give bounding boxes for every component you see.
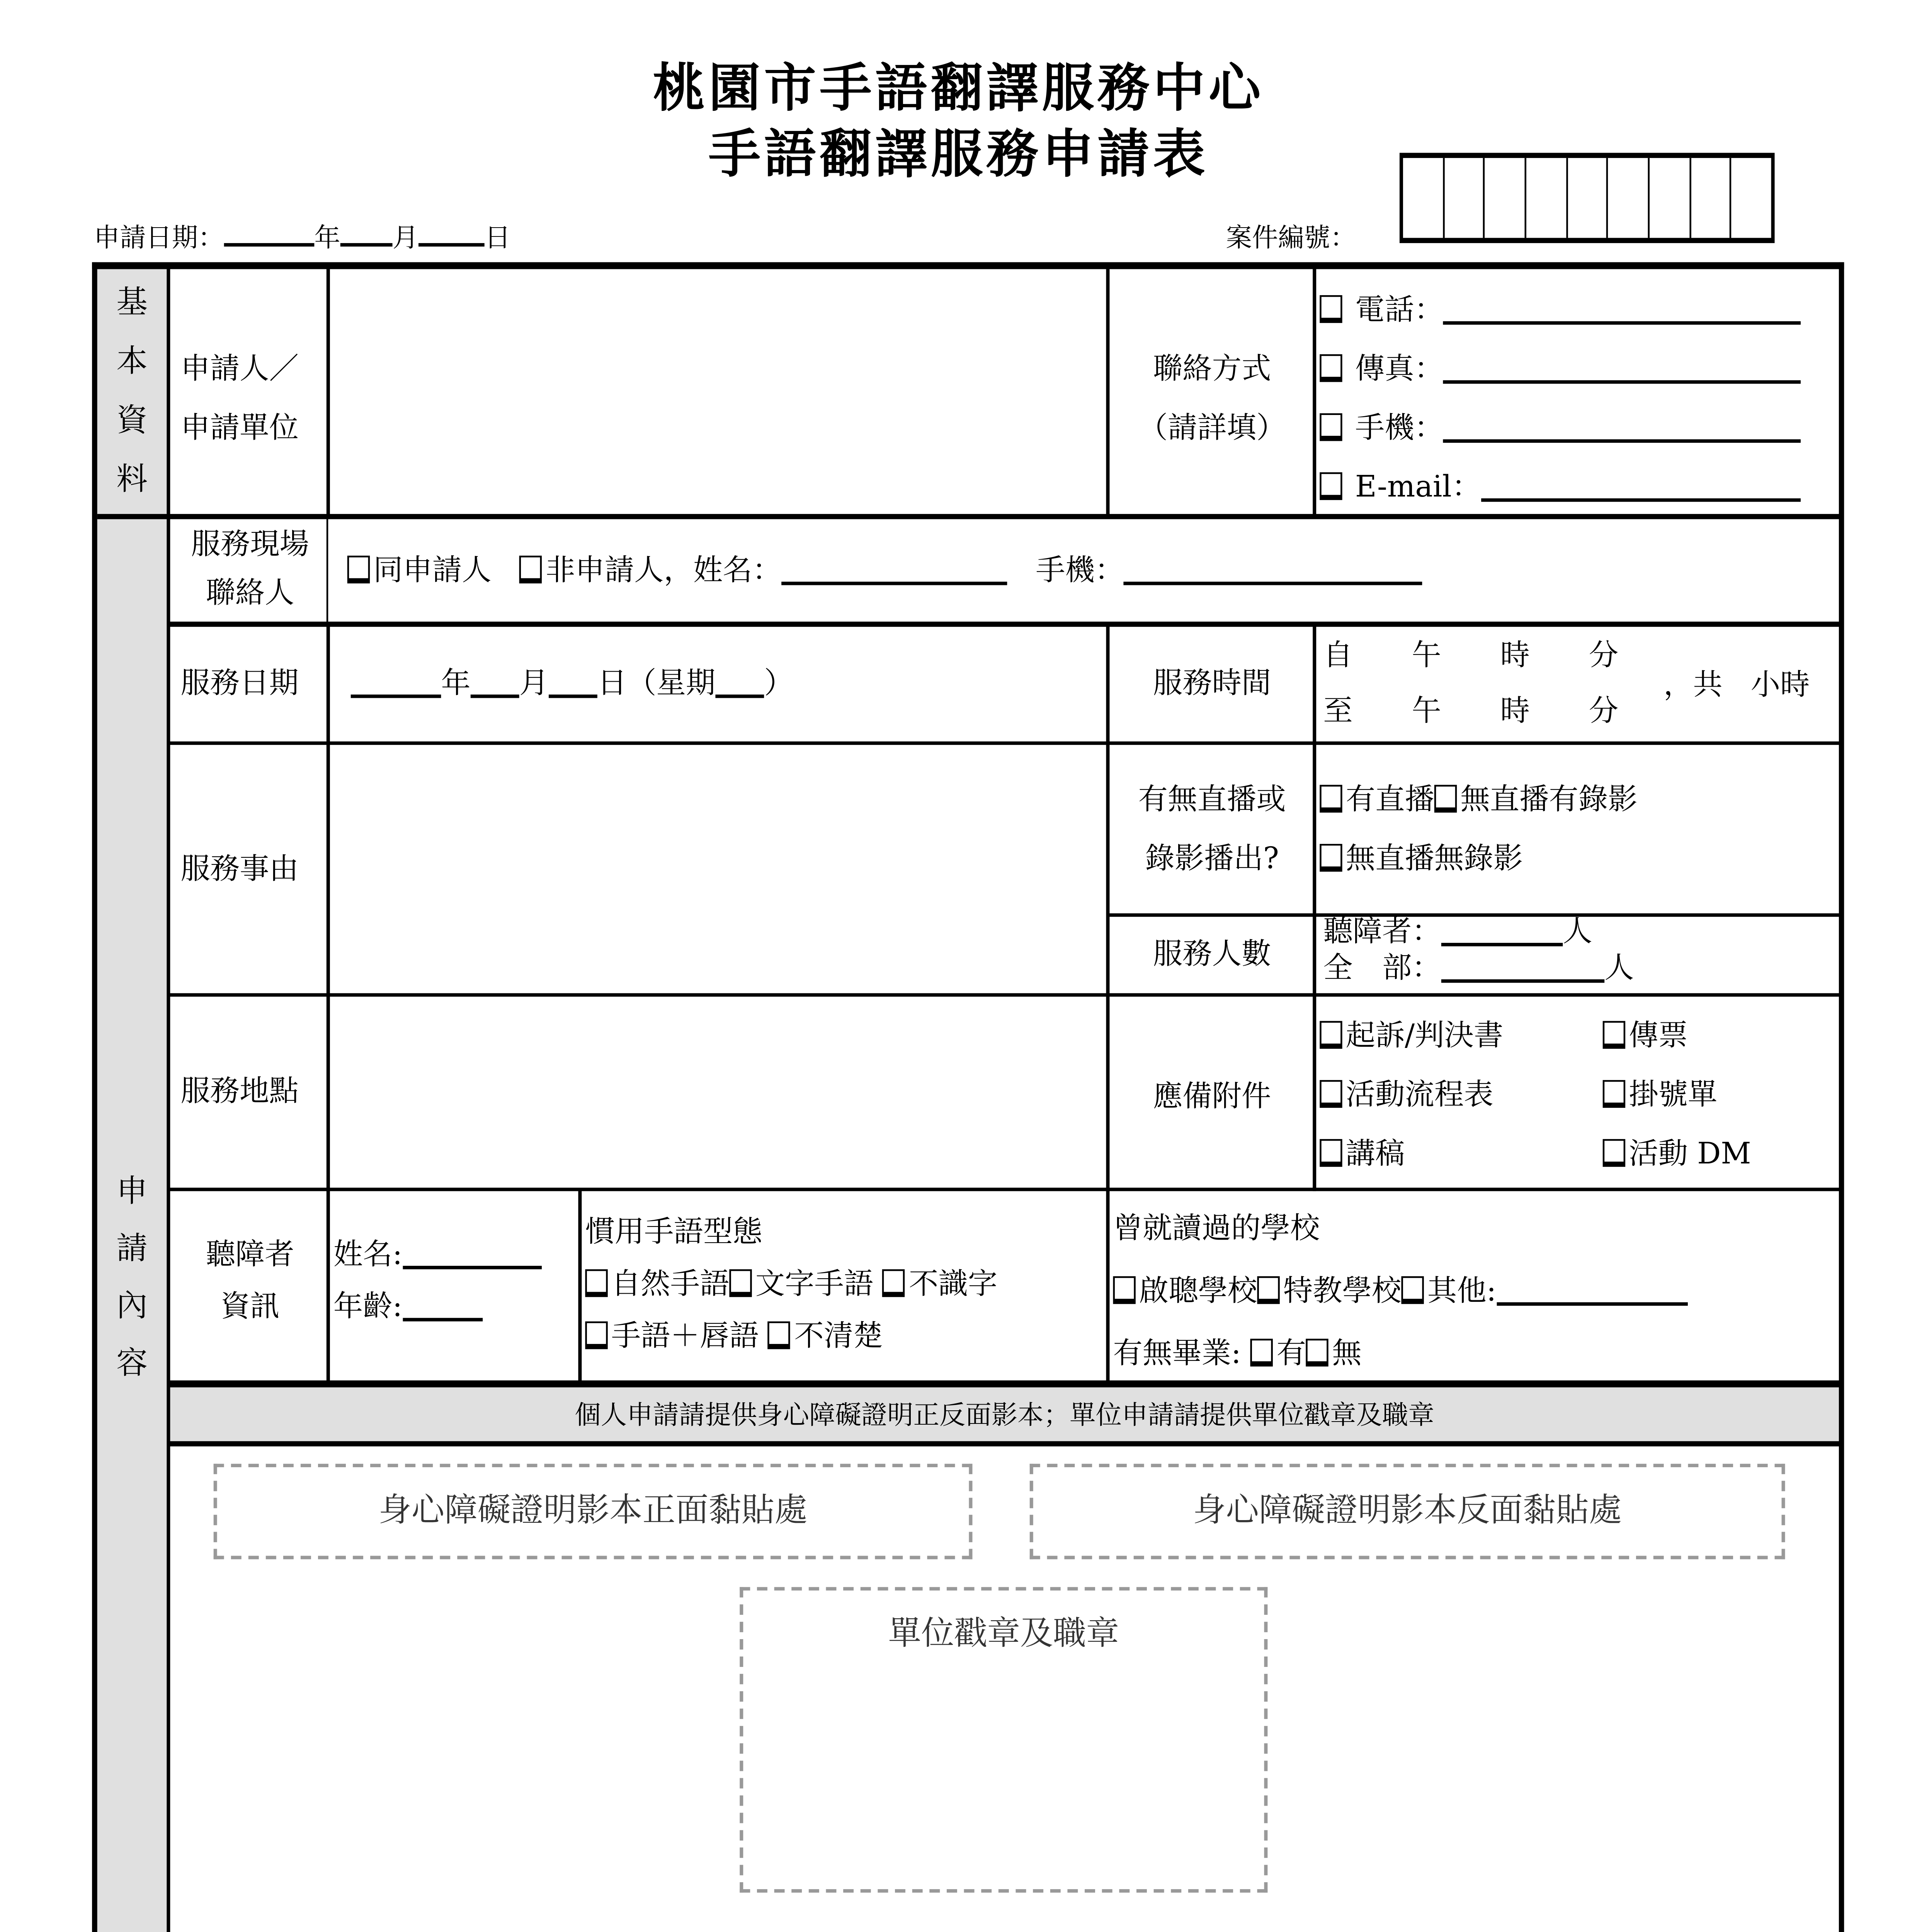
paste-back-area[interactable] [1030,1464,1785,1559]
label-text: 手機： [1355,412,1444,446]
table-border-left [92,262,97,1932]
apply-date-label: 申請日期： [94,222,224,254]
label-text: 活動 DM [1629,1137,1751,1172]
deaf-count-field[interactable] [1441,943,1563,946]
checkbox[interactable] [883,1269,905,1297]
deaf-info-label [173,1230,326,1334]
label-text: 月 [519,667,549,702]
label-text: 慣用手語型態 [585,1215,762,1250]
label-text: 時 [1500,639,1530,674]
case-number-cell[interactable] [1444,158,1485,238]
service-time-total [1664,656,1810,716]
checkbox[interactable] [1257,1276,1279,1304]
apply-date [94,219,511,255]
label-text: 活動流程表 [1345,1078,1493,1113]
case-number-cell[interactable] [1567,158,1608,238]
service-reason-label: 服務事由 [180,852,299,888]
label-text: 講稿 [1345,1137,1405,1172]
label-text: ，共 [1663,668,1723,703]
contact-fax[interactable] [1320,340,1837,400]
label-text: 分 [1589,639,1619,674]
checkbox[interactable] [768,1321,791,1349]
service-time-label: 服務時間 [1153,667,1271,702]
divider [168,622,1840,627]
label-text: 文字手語 [755,1267,874,1303]
section-label-basic [97,278,167,514]
paste-back-label: 身心障礙證明影本反面黏貼處 [1193,1492,1622,1530]
label-text: 容 [116,1345,148,1382]
label-text: 手語＋唇語 [611,1320,759,1355]
label-text: 自 [1323,639,1353,674]
day-label: 日 [484,222,511,254]
label-text: 起訴/判決書 [1345,1019,1504,1054]
label-text: 聽障者： [1323,915,1441,950]
form-title-org: 桃園市手語翻譯服務中心 [653,59,1264,120]
label-text: 本 [116,344,148,381]
case-number-cell[interactable] [1732,158,1771,238]
divider [578,1189,582,1382]
divider [1106,1189,1109,1382]
broadcast-options [1320,771,1637,889]
attachments-label: 應備附件 [1153,1080,1271,1115]
label-text: 同申請人 [373,554,492,589]
divider [168,1441,1840,1446]
label-text: 料 [116,462,148,498]
deaf-age-field[interactable] [402,1318,482,1321]
label-text: 資訊 [220,1290,280,1325]
headcount-values [1323,915,1634,988]
label-text: 聯絡方式 [1153,352,1271,388]
checkbox[interactable] [1306,1339,1328,1367]
case-number-cell[interactable] [1650,158,1691,238]
table-border-right [1839,262,1844,1932]
label-text: 啟聰學校 [1139,1274,1257,1310]
label-text: 人 [1563,915,1592,950]
checkbox[interactable] [729,1269,752,1297]
applicant-label [180,340,299,459]
divider [1313,625,1316,1191]
checkbox[interactable] [1320,1139,1342,1167]
service-month-field[interactable] [471,694,519,698]
apply-year-field[interactable] [224,219,315,247]
checkbox[interactable] [1603,1139,1625,1167]
checkbox[interactable] [1603,1021,1625,1049]
divider [168,1188,1840,1191]
school-other-field[interactable] [1496,1302,1687,1306]
month-label: 月 [392,222,419,254]
deaf-name-field[interactable] [402,1266,541,1269]
label-text: 傳真： [1355,352,1444,388]
label-text: 特教學校 [1283,1274,1402,1310]
notice-bar: 個人申請請提供身心障礙證明正反面影本；單位申請請提供單位戳章及職章 [575,1399,1434,1431]
label-text: 至 [1323,694,1353,730]
label-text: 電話： [1355,293,1444,328]
label-text: 日（星期 [597,667,716,702]
total-count-field[interactable] [1441,979,1604,983]
label-text: 申請單位 [180,412,299,446]
checkbox[interactable] [585,1269,607,1297]
label-text: （請詳填） [1138,412,1286,446]
label-text: 基 [116,284,148,321]
case-number-label: 案件編號： [1226,222,1356,254]
label-text: 其他: [1427,1274,1497,1310]
contact-options [1320,281,1837,517]
deaf-info-fields [333,1230,541,1334]
case-number-boxes[interactable] [1400,153,1775,243]
label-text: 聽障者 [206,1238,294,1273]
label-text: 姓名: [333,1238,403,1273]
label-text: 無直播有錄影 [1460,783,1638,818]
divider [168,742,1840,745]
contact-mobile[interactable] [1320,400,1837,459]
case-number-cell[interactable] [1403,158,1444,238]
divider [327,625,330,1382]
checkbox[interactable] [1320,1021,1342,1049]
case-number-cell[interactable] [1485,158,1526,238]
label-text: 曾就讀過的學校 [1113,1212,1320,1247]
year-label: 年 [314,222,340,254]
divider [1106,625,1109,1191]
contact-phone[interactable] [1320,281,1837,340]
label-text: 錄影播出? [1145,842,1279,877]
service-reason-input[interactable] [333,747,1103,990]
paste-front-area[interactable] [214,1464,973,1559]
label-text: 聯絡人 [206,576,294,611]
checkbox[interactable] [1320,295,1342,323]
contact-label [1111,340,1313,459]
onsite-name-field[interactable] [782,582,1007,585]
checkbox[interactable] [1320,844,1342,872]
label-text: 有無直播或 [1138,783,1286,818]
label-text: 午 [1412,639,1441,674]
contact-email[interactable] [1320,458,1837,517]
checkbox[interactable] [1603,1080,1625,1108]
label-text: 非申請人，姓名： [546,554,782,589]
label-text: 小時 [1750,668,1810,703]
seal-area[interactable] [740,1587,1267,1893]
case-number-cell[interactable] [1526,158,1567,238]
checkbox[interactable] [1320,472,1342,500]
service-year-field[interactable] [351,694,441,698]
label-text: 掛號單 [1629,1078,1718,1113]
label-text: 內 [116,1288,148,1325]
apply-day-field[interactable] [418,219,485,247]
form-title: 手語翻譯服務申請表 [708,125,1209,186]
case-number-cell[interactable] [1691,158,1732,238]
label-text: 午 [1412,694,1441,730]
divider [1106,269,1109,516]
onsite-mobile-field[interactable] [1124,582,1423,585]
checkbox[interactable] [1250,1339,1273,1367]
label-text: 有無畢業: [1113,1337,1241,1372]
apply-month-field[interactable] [340,219,393,247]
case-number-cell[interactable] [1609,158,1650,238]
divider [168,993,1840,997]
label-text: 申請人／ [180,352,299,388]
label-text: 請 [116,1231,148,1268]
email-field[interactable] [1481,498,1801,502]
label-text: 申 [116,1173,148,1211]
label-text: 年齡: [333,1290,403,1325]
checkbox[interactable] [1320,1080,1342,1108]
school-group [1113,1198,1687,1386]
weekday-field[interactable] [715,694,764,698]
label-text: 分 [1589,694,1619,730]
service-date-label: 服務日期 [180,667,299,702]
label-text: 時 [1500,694,1530,730]
service-location-label: 服務地點 [180,1075,299,1110]
fax-field[interactable] [1444,380,1801,384]
mobile-field[interactable] [1444,439,1801,443]
checkbox[interactable] [1401,1276,1424,1304]
label-text: 資 [116,403,148,439]
checkbox[interactable] [1320,785,1342,813]
divider [327,519,328,624]
label-text: 無直播無錄影 [1345,842,1523,877]
paste-front-label: 身心障礙證明影本正面黏貼處 [378,1492,808,1530]
checkbox[interactable] [347,556,370,583]
onsite-contact-options [347,542,1423,601]
section-label-request [97,1167,167,1396]
checkbox[interactable] [1113,1276,1135,1304]
checkbox[interactable] [1320,354,1342,382]
sign-type-group [585,1207,997,1363]
label-text: 不識字 [909,1267,998,1303]
broadcast-label [1111,771,1313,889]
label-text: ） [764,667,794,702]
label-text: 有直播 [1345,783,1434,818]
service-time-range[interactable] [1323,629,1636,740]
service-date-value [351,655,794,714]
label-text: E-mail： [1355,470,1482,505]
headcount-label: 服務人數 [1153,937,1271,973]
checkbox[interactable] [585,1321,607,1349]
label-text: 人 [1604,951,1634,986]
attachments-options [1320,1007,1837,1184]
checkbox[interactable] [520,556,542,583]
label-text: 手機： [1036,554,1124,589]
label-text: 傳票 [1629,1019,1688,1054]
label-text: 全 部： [1323,951,1441,986]
checkbox[interactable] [1320,413,1342,441]
label-text: 年 [441,667,471,702]
service-location-input[interactable] [333,1000,1103,1184]
label-text: 自然手語 [611,1267,730,1303]
label-text: 無 [1332,1337,1362,1372]
divider [1313,269,1316,516]
applicant-input[interactable] [333,274,1103,510]
seal-area-label: 單位戳章及職章 [888,1615,1119,1653]
label-text: 服務現場 [191,528,309,563]
divider [327,269,330,516]
label-text: 有 [1276,1337,1306,1372]
service-day-field[interactable] [549,694,597,698]
phone-field[interactable] [1444,321,1801,325]
checkbox[interactable] [1434,785,1457,813]
onsite-contact-label [173,521,326,618]
label-text: 不清楚 [794,1320,883,1355]
table-border-top [92,262,1844,269]
